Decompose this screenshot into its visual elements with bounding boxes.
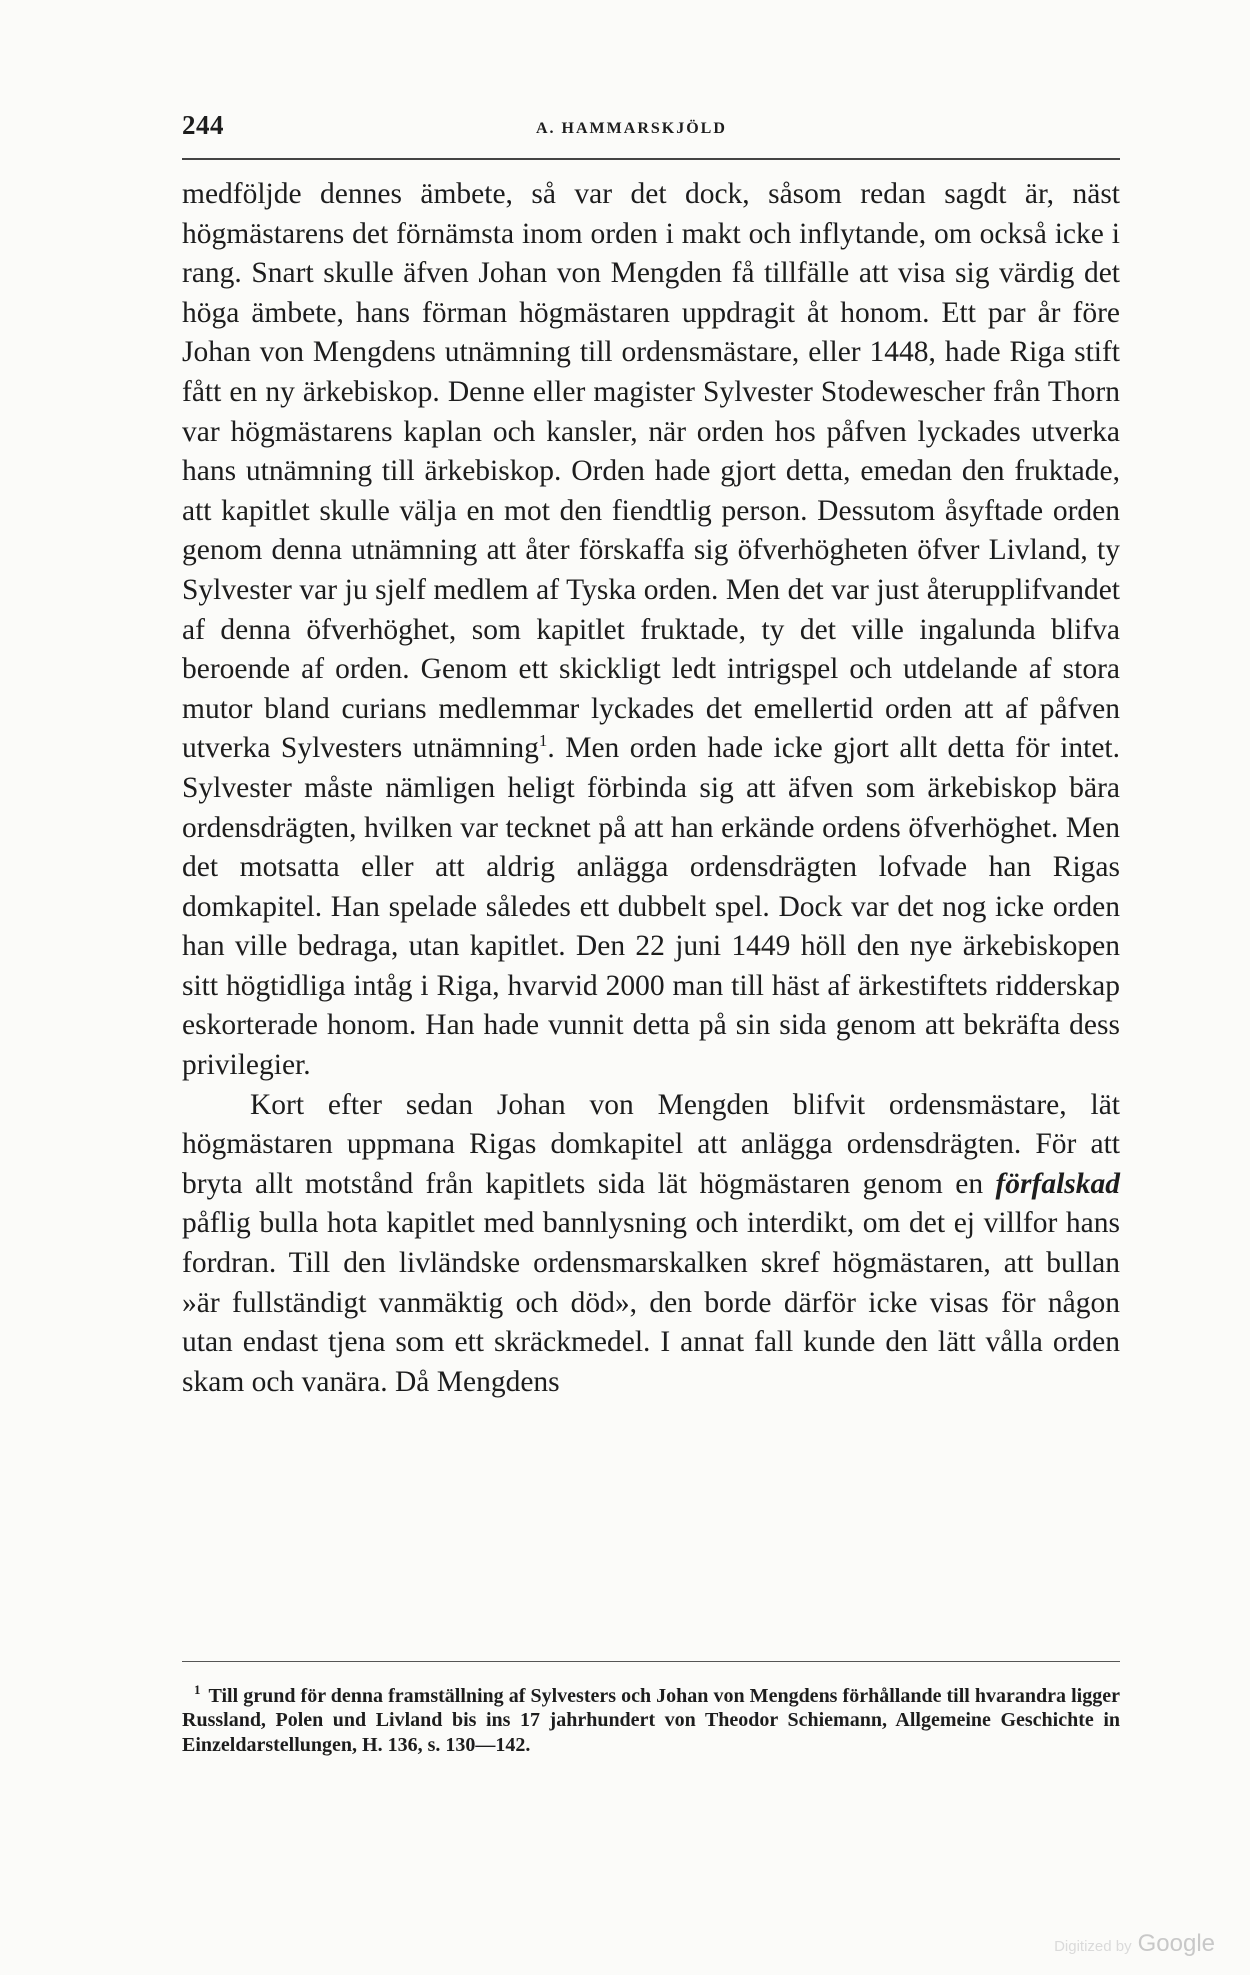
running-head: A. HAMMARSKJÖLD (536, 120, 727, 137)
emphasis-forfalskad: förfalskad (995, 1167, 1120, 1200)
watermark-prefix: Digitized by (1054, 1938, 1132, 1955)
paragraph-1-text-b: . Men orden hade icke gjort allt detta för intet. Sylvester måste nämligen heligt förbinda sig att äfven som ärkebiskop bära ordensdrägten, hvilken var tecknet på att han erkände ordens öfverhöghet. Men det motsatta eller att aldrig anlägga ordensdrägten lofvade han Rigas domkapitel. Han spelade således ett dubbelt spel. Dock var det nog icke orden han ville bedraga, utan kapitlet. Den 22 juni 1449 höll den nye ärkebiskopen sitt högtidliga intåg i Riga, hvarvid 2000 man till häst af ärkestiftets ridderskap eskorterade honom. Han hade vunnit detta på sin sida genom att bekräfta dess privilegier. (182, 732, 1120, 1082)
header-rule (182, 158, 1120, 160)
page-header (182, 110, 1120, 150)
footnote-mark: 1 (194, 1682, 201, 1698)
paragraph-2 (182, 1086, 1120, 1403)
paragraph-2-text-a: Kort efter sedan Johan von Mengden blifvit ordensmästare, lät högmästaren uppmana Rigas domkapitel att anlägga ordensdrägten. För att bryta allt motstånd från kapitlets sida lät högmästaren genom en (182, 1088, 1120, 1200)
watermark-brand: Google (1137, 1930, 1215, 1957)
digitized-watermark (1054, 1930, 1215, 1958)
footnote-rule (182, 1661, 1120, 1662)
footnote (182, 1684, 1120, 1757)
page-number: 244 (182, 110, 224, 140)
paragraph-2-text-b: påflig bulla hota kapitlet med bannlysning och interdikt, om det ej villfor hans fordran. Till den livländske ordensmarskalken skref högmästaren, att bullan »är fullständigt vanmäktig och död», den borde därför icke visas för någon utan endast tjena som ett skräckmedel. I annat fall kunde den lätt vålla orden skam och vanära. Då Mengdens (182, 1207, 1120, 1398)
body-text (182, 175, 1120, 1402)
footnote-text: Till grund för denna framställning af Sylvesters och Johan von Mengdens förhållande till hvarandra ligger Russland, Polen und Livland bis ins 17 jahrhundert von Theodor Schiemann, Allgemeine Geschichte in Einzeldarstellungen, H. 136, s. 130—142. (182, 1685, 1120, 1756)
paragraph-1-text-a: medföljde dennes ämbete, så var det dock, såsom redan sagdt är, näst högmästarens det förnämsta inom orden i makt och inflytande, om också icke i rang. Snart skulle äfven Johan von Mengden få tillfälle att visa sig värdig det höga ämbete, hans förman högmästaren uppdragit åt honom. Ett par år före Johan von Mengdens utnämning till ordensmästare, eller 1448, hade Riga stift fått en ny ärkebiskop. Denne eller magister Sylvester Stodewescher från Thorn var högmästarens kaplan och kansler, när orden hos påfven lyckades utverka hans utnämning till ärkebiskop. Orden hade gjort detta, emedan den fruktade, att kapitlet skulle välja en mot den fiendtlig person. Dessutom åsyftade orden genom denna utnämning att åter förskaffa sig öfverhögheten öfver Livland, ty Sylvester var ju sjelf medlem af Tyska orden. Men det var just återupplifvandet af denna öfverhöghet, som kapitlet fruktade, ty det ville ingalunda blifva beroende af orden. Genom ett skickligt ledt intrigspel och utdelande af stora mutor bland curians medlemmar lyckades det emellertid orden att af påfven utverka Sylvesters utnämning (182, 178, 1120, 765)
footnote-reference: 1 (538, 731, 548, 751)
paragraph-1 (182, 175, 1120, 1086)
